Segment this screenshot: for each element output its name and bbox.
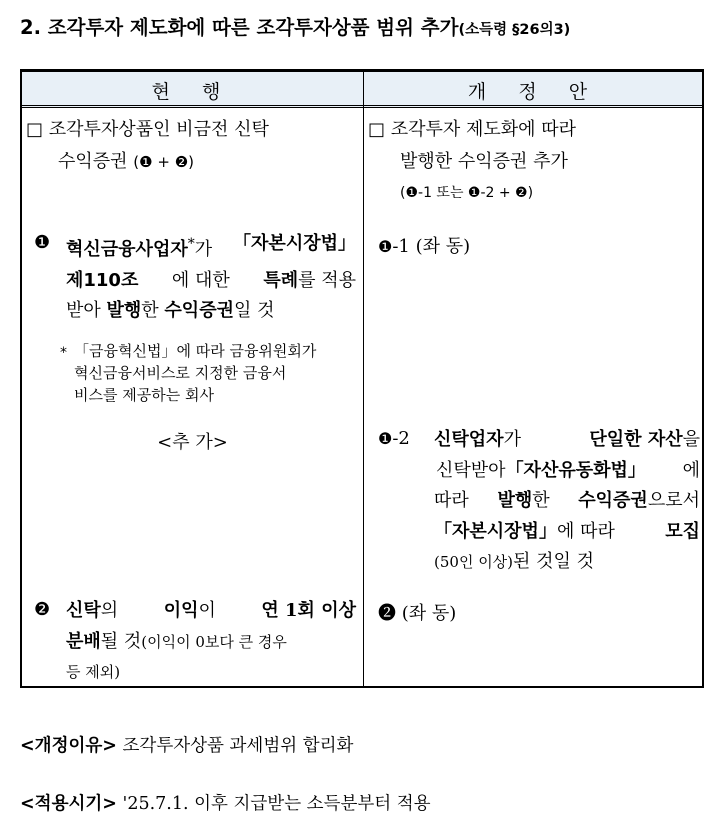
checkbox-square-icon: □ <box>26 119 44 140</box>
section-title <box>20 12 710 40</box>
comparison-table <box>20 69 704 688</box>
current-footnote: 「금융혁신법」에 따라 금융위원회가 혁신금융서비스로 지정한 금융서 비스를 제공하는 회사 <box>74 342 317 404</box>
revised-heading-formula: (❶-1 또는 ❶-2 + ❷) <box>400 185 534 201</box>
revised-item2: ❷ (좌 동) <box>378 603 457 624</box>
revised-item12-marker-icon: ❶ <box>378 429 393 448</box>
revised-item12-marker: ❶-2 <box>378 428 410 449</box>
revision-reason <box>20 732 353 757</box>
current-item2: 신탁의 이익이 연 1회 이상 분배될 것(이익이 0보다 큰 경우 등 제외) <box>66 600 356 681</box>
revision-reason-text: 조각투자상품 과세범위 합리화 <box>122 736 354 756</box>
revised-item11-marker-icon: ❶ <box>378 237 393 256</box>
effective-date <box>20 790 431 815</box>
revised-item2-marker-icon: ❷ <box>378 603 396 624</box>
table-header <box>22 72 702 108</box>
revised-item11: ❶-1 (좌 동) <box>378 236 471 257</box>
current-item2-marker-icon: ❷ <box>34 599 51 620</box>
revised-heading: □ 조각투자 제도화에 따라 발행한 수익증권 추가 <box>368 119 577 172</box>
current-item1-marker-icon: ❶ <box>34 232 51 253</box>
revision-reason-label: <개정이유> <box>20 736 117 756</box>
revised-item12: 신탁업자가 단일한 자산을 신탁받아「자산유동화법」 에 따라 발행한 수익증권으로서 「자본시장법」에 따라 모집 (50인 이상)된 것일 것 <box>434 429 700 572</box>
current-heading: □ 조각투자상품인 비금전 신탁 수익증권 (❶ + ❷) <box>26 119 269 172</box>
section-title-sub: (소득령 §26의3) <box>458 22 571 38</box>
section-title-main: 2. 조각투자 제도화에 따른 조각투자상품 범위 추가 <box>20 16 459 39</box>
column-divider <box>363 72 364 686</box>
header-current: 현 행 <box>151 81 234 103</box>
current-item1: 혁신금융사업자*가 「자본시장법」 제110조 에 대한 특례를 적용 받아 발행한 수익증권일 것 <box>66 233 356 321</box>
current-heading-formula: (❶ + ❷) <box>133 153 194 171</box>
checkbox-square-icon: □ <box>368 119 386 140</box>
footnote-star: * <box>187 236 195 252</box>
header-revised: 개 정 안 <box>467 81 601 103</box>
current-added-placeholder: <추 가> <box>157 432 228 453</box>
effective-date-text: '25.7.1. 이후 지급받는 소득분부터 적용 <box>122 794 431 814</box>
effective-date-label: <적용시기> <box>20 794 117 814</box>
footnote-marker: * <box>60 345 67 361</box>
